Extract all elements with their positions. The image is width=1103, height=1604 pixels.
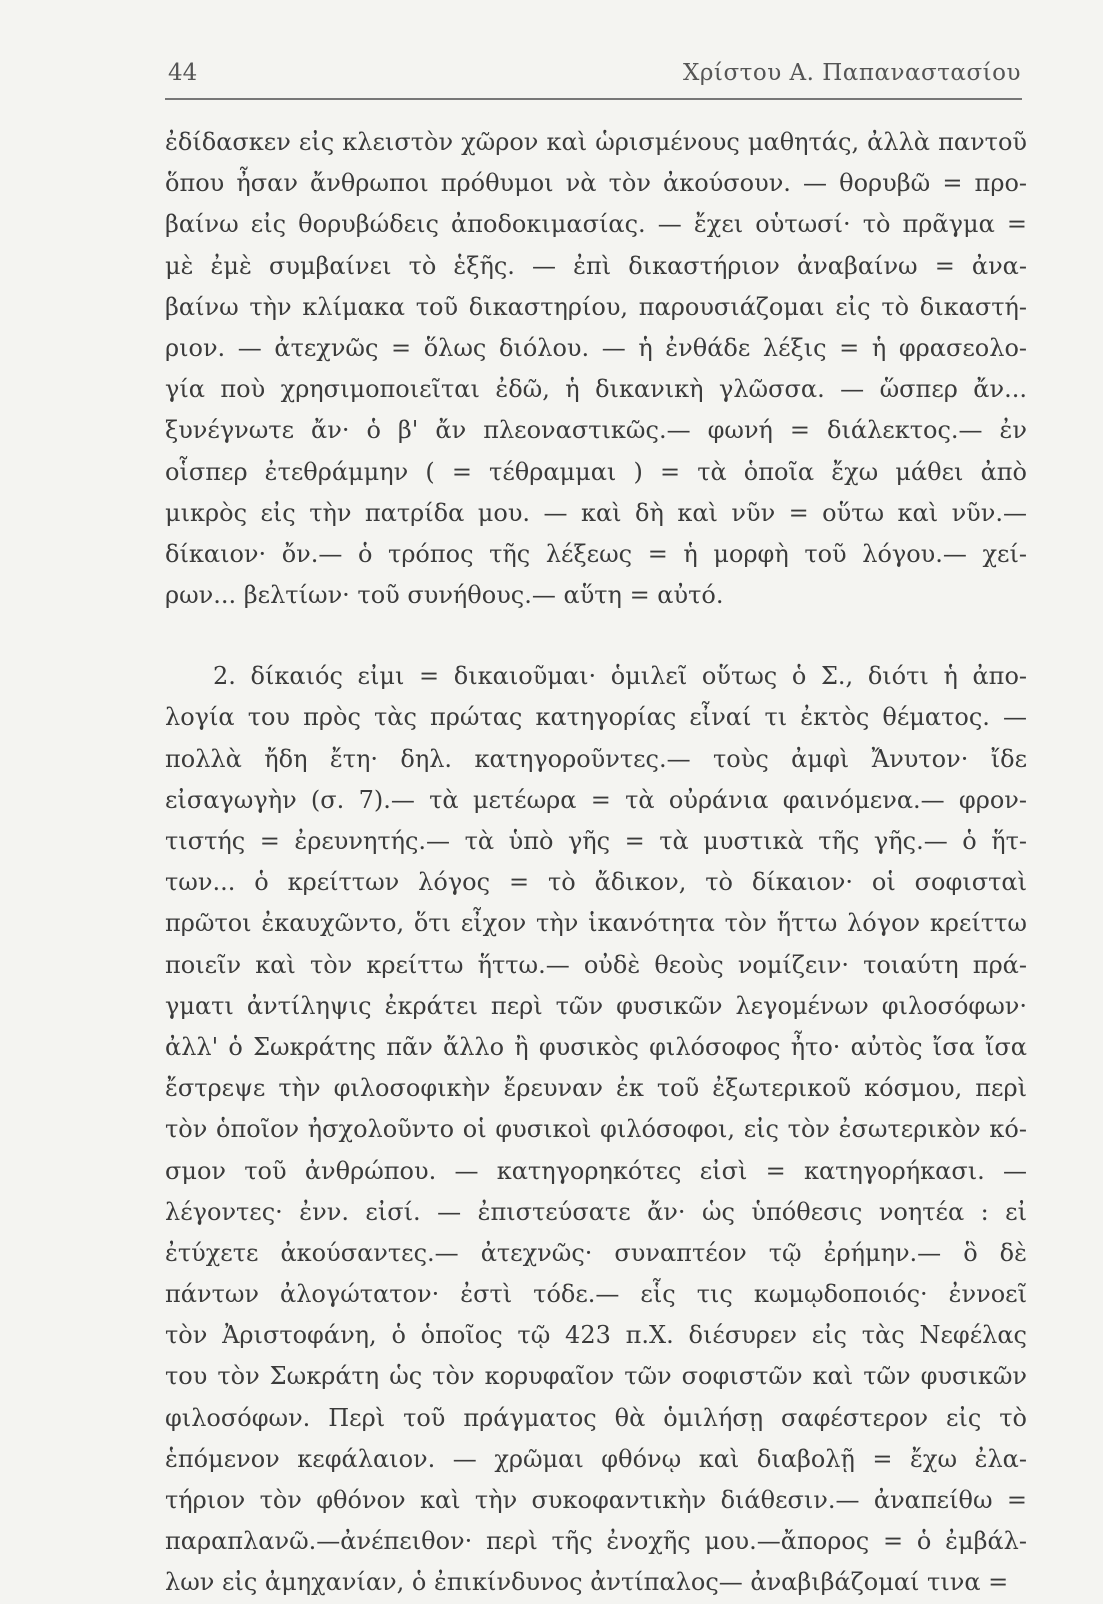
text-line: των... ὁ κρείττων λόγος = τὸ ἄδικον, τὸ δίκαιον· οἱ σοφισταὶ [165,868,1027,897]
text-line: οἷσπερ ἐτεθράμμην ( = τέθραμμαι ) = τὰ ὁποῖα ἔχω μάθει ἀπὸ [165,457,1027,486]
text-line: μὲ ἐμὲ συμβαίνει τὸ ἑξῆς. — ἐπὶ δικαστήριον ἀναβαίνω = ἀνα- [165,251,1027,280]
text-line: τὸν Ἀριστοφάνη, ὁ ὁποῖος τῷ 423 π.Χ. διέσυρεν εἰς τὰς Νεφέλας [165,1321,1027,1350]
text-line: πολλὰ ἤδη ἔτη· δηλ. κατηγοροῦντες.— τοὺς ἀμφὶ Ἄνυτον· ἴδε [165,744,1027,773]
text-line: σμον τοῦ ἀνθρώπου. — κατηγορηκότες εἰσὶ = κατηγορήκασι. — [165,1156,1027,1185]
text-line: λων εἰς ἀμηχανίαν, ὁ ἐπικίνδυνος ἀντίπαλος— ἀναβιβάζομαί τινα = [165,1568,1009,1597]
text-line: τιστής = ἐρευνητής.— τὰ ὑπὸ γῆς = τὰ μυστικὰ τῆς γῆς.— ὁ ἥτ- [165,827,1027,855]
text-line: ριον. — ἀτεχνῶς = ὅλως διόλου. — ἡ ἐνθάδε λέξις = ἡ φρασεολο- [165,333,1027,362]
running-head: Χρίστου Α. Παπαναστασίου [683,60,1021,86]
text-line: ἑπόμενον κεφάλαιον. — χρῶμαι φθόνῳ καὶ διαβολῇ = ἔχω ἐλα- [165,1444,1027,1473]
text-line: γία ποὺ χρησιμοποιεῖται ἐδῶ, ἡ δικανικὴ γλῶσσα. — ὥσπερ ἄν... [165,375,1027,404]
text-line: λογία του πρὸς τὰς πρώτας κατηγορίας εἶναί τι ἐκτὸς θέματος. — [165,703,1027,732]
text-line: παραπλανῶ.—ἀνέπειθον· περὶ τῆς ἐνοχῆς μου.—ἄπορος = ὁ ἐμβάλ- [165,1527,1027,1556]
text-line: 2. δίκαιός εἰμι = δικαιοῦμαι· ὁμιλεῖ οὕτως ὁ Σ., διότι ἡ ἀπο- [213,662,1027,691]
text-line: ποιεῖν καὶ τὸν κρείττω ἥττω.— οὐδὲ θεοὺς νομίζειν· τοιαύτη πρά- [165,950,1027,979]
text-line: βαίνω τὴν κλίμακα τοῦ δικαστηρίου, παρουσιάζομαι εἰς τὸ δικαστή- [165,292,1027,321]
text-line: φιλοσόφων. Περὶ τοῦ πράγματος θὰ ὁμιλήσῃ σαφέστερον εἰς τὸ [165,1403,1027,1432]
text-line: ξυνέγνωτε ἄν· ὁ β' ἄν πλεοναστικῶς.— φωνή = διάλεκτος.— ἐν [165,416,1027,445]
page-number: 44 [168,60,198,86]
text-line: εἰσαγωγὴν (σ. 7).— τὰ μετέωρα = τὰ οὐράνια φαινόμενα.— φρον- [165,785,1027,814]
text-line: του τὸν Σωκράτη ὡς τὸν κορυφαῖον τῶν σοφιστῶν καὶ τῶν φυσικῶν [165,1362,1027,1391]
text-line: λέγοντες· ἐνν. εἰσί. — ἐπιστεύσατε ἄν· ὡς ὑπόθεσις νοητέα : εἰ [165,1197,1027,1226]
text-line: βαίνω εἰς θορυβώδεις ἀποδοκιμασίας. — ἔχει οὑτωσί· τὸ πρᾶγμα = [165,210,1027,239]
text-line: μικρὸς εἰς τὴν πατρίδα μου. — καὶ δὴ καὶ νῦν = οὕτω καὶ νῦν.— [165,498,1027,527]
text-line: ἔστρεψε τὴν φιλοσοφικὴν ἔρευναν ἐκ τοῦ ἐξωτερικοῦ κόσμου, περὶ [165,1074,1027,1103]
text-line: ρων... βελτίων· τοῦ συνήθους.— αὕτη = αὐτό. [165,581,724,610]
text-line: ὅπου ἦσαν ἄνθρωποι πρόθυμοι νὰ τὸν ἀκούσουν. — θορυβῶ = προ- [165,169,1027,198]
body-text [165,122,1027,1604]
header-rule [165,98,1022,100]
text-line: τήριον τὸν φθόνον καὶ τὴν συκοφαντικὴν διάθεσιν.— ἀναπείθω = [165,1486,1027,1514]
paragraph-glosses-1 [165,122,1027,616]
text-line: ἀλλ' ὁ Σωκράτης πᾶν ἄλλο ἢ φυσικὸς φιλόσοφος ἦτο· αὐτὸς ἴσα ἴσα [165,1032,1027,1061]
paragraph-glosses-2 [165,656,1027,1603]
text-line: δίκαιον· ὄν.— ὁ τρόπος τῆς λέξεως = ἡ μορφὴ τοῦ λόγου.— χεί- [165,539,1027,568]
text-line: ἐδίδασκεν εἰς κλειστὸν χῶρον καὶ ὡρισμένους μαθητάς, ἀλλὰ παντοῦ [165,128,1027,156]
text-line: γματι ἀντίληψις ἐκράτει περὶ τῶν φυσικῶν λεγομένων φιλοσόφων· [165,991,1027,1020]
page-header [168,60,1021,96]
text-line: τὸν ὁποῖον ἠσχολοῦντο οἱ φυσικοὶ φιλόσοφοι, εἰς τὸν ἐσωτερικὸν κό- [165,1115,1027,1144]
text-line: πάντων ἀλογώτατον· ἐστὶ τόδε.— εἷς τις κωμῳδοποιός· ἐννοεῖ [165,1280,1027,1309]
text-line: ἐτύχετε ἀκούσαντες.— ἀτεχνῶς· συναπτέον τῷ ἐρήμην.— ὃ δὲ [165,1238,1027,1267]
text-line: πρῶτοι ἐκαυχῶντο, ὅτι εἶχον τὴν ἱκανότητα τὸν ἥττω λόγον κρείττω [165,909,1027,938]
paragraph-gap [165,616,1027,656]
